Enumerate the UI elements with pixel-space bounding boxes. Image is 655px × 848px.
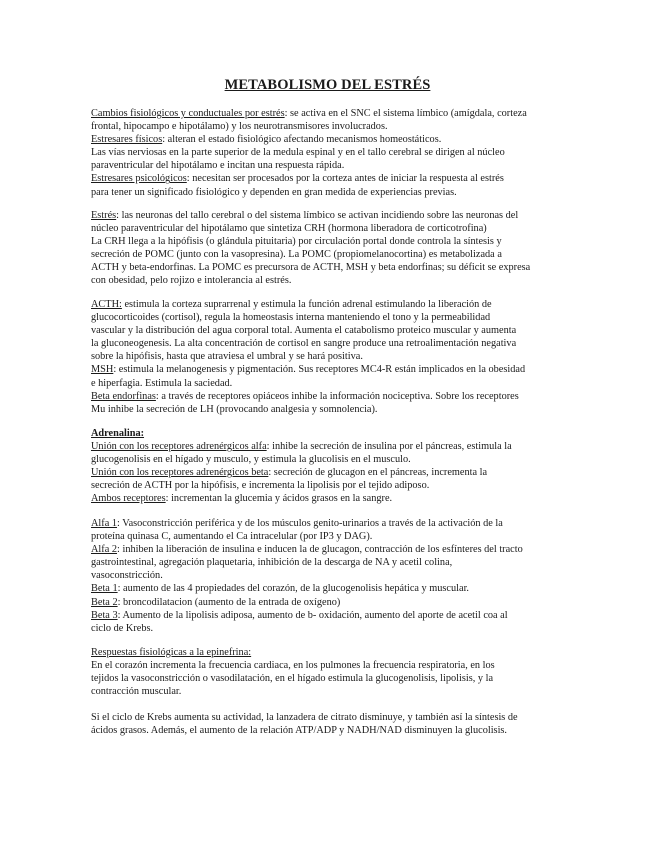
term-label: Alfa 1 [91,518,118,529]
term-text: : inhibe la secreción de insulina por el páncreas, estimula la [266,441,512,453]
paragraph-line: frontal, hipocampo e hipotálamo) y los neurotransmisores involucrados. [91,121,388,133]
paragraph-line: secreción de POMC (junto con la vasopresina). La POMC (propiomelanocortina) es metabolizada a [91,249,502,261]
paragraph-line: ACTH y beta-endorfinas. La POMC es precursora de ACTH, MSH y beta endorfinas; su déficit se expresa [91,262,531,274]
term-label: Ambos receptores [91,493,166,505]
paragraph-line [91,517,571,530]
term-label: Beta 2 [91,596,118,608]
paragraph-line [91,172,571,185]
paragraph-line: tejidos la vasoconstricción o vasodilatación, en el hígado estimula la glucogenolisis, lipolisis, y la [91,673,494,685]
section-respuestas-epinefrina [91,646,571,698]
term-text: : broncodilatacion (aumento de la entrada de oxígeno) [117,596,341,608]
term-text: : necesitan ser procesados por la corteza antes de iniciar la respuesta al estrés [186,173,504,185]
page-title: METABOLISMO DEL ESTRÉS [224,77,431,93]
paragraph-line: vascular y la distribución del agua corporal total. Aumenta el catabolismo proteico muscular y aumenta [91,325,517,337]
section-heading: Respuestas fisiológicas a la epinefrina: [91,647,252,658]
paragraph-line [91,440,571,453]
term-label: Alfa 2 [91,544,118,556]
paragraph-line [91,209,571,222]
paragraph-line [91,107,571,120]
term-label: Cambios fisiológicos y conductuales por estrés [91,108,285,119]
term-text: : Vasoconstricción periférica y de los músculos genito-urinarios a través de la activación de la [117,518,503,529]
paragraph-line [91,492,571,505]
paragraph-line: glucocorticoides (cortisol), regula la homeostasis interna manteniendo el tono y la permeabilidad [91,312,491,324]
term-label: MSH [91,364,114,376]
paragraph-line [91,133,571,146]
paragraph-line: e hiperfagia. Estimula la saciedad. [91,377,233,389]
paragraph-line [91,582,571,595]
paragraph-line: ciclo de Krebs. [91,622,154,634]
section-acth [91,298,571,416]
paragraph-line: glucogenolisis en el hígado y musculo, y estimula la glucolisis en el musculo. [91,454,411,466]
paragraph-line: sobre la hipófisis, hasta que atraviesa el umbral y se hará positiva. [91,351,363,363]
paragraph-line [91,363,571,376]
section-heading: Adrenalina: [91,428,145,439]
term-text: : secreción de glucagon en el páncreas, incrementa la [268,467,488,479]
term-text: : alteran el estado fisiológico afectando mecanismos homeostáticos. [162,134,442,146]
term-text: : incrementan la glucemia y ácidos grasos en la sangre. [165,493,393,505]
paragraph-line [91,466,571,479]
term-label: Beta 1 [91,583,118,595]
term-label: Unión con los receptores adrenérgicos beta [91,467,269,479]
paragraph-line: vasoconstricción. [91,570,163,582]
term-text: : se activa en el SNC el sistema límbico (amígdala, corteza [284,108,527,119]
paragraph-line: Las vías nerviosas en la parte superior de la medula espinal y en el tallo cerebral se dirigen al núcleo [91,147,505,159]
term-label: Beta 3 [91,609,118,621]
paragraph-line: La CRH llega a la hipófisis (o glándula pituitaria) por circulación portal donde controla la síntesis y [91,236,502,248]
section-receptores [91,517,571,635]
term-text: : las neuronas del tallo cerebral o del sistema límbico se activan incidiendo sobre las neuronas del [116,210,519,221]
term-text: : a través de receptores opiáceos inhibe la información nociceptiva. Sobre los receptores [155,390,519,402]
paragraph-line: Mu inhibe la secreción de LH (provocando analgesia y somnolencia). [91,403,378,415]
term-label: Estresares psicológicos [91,173,187,185]
section-ciclo-krebs [91,711,571,737]
term-label: Estresares físicos [91,134,163,146]
paragraph-line [91,390,571,403]
term-text: estimula la corteza suprarrenal y estimula la función adrenal estimulando la liberación de [121,299,492,310]
section-cambios-fisiologicos [91,107,571,199]
term-label: ACTH: [91,299,122,310]
paragraph-line: núcleo paraventricular del hipotálamo que sintetiza CRH (hormona liberadora de corticotrofina) [91,223,487,235]
paragraph-line: proteína quinasa C, aumentando el Ca intracelular (por IP3 y DAG). [91,531,373,543]
term-label: Estrés [91,210,117,221]
paragraph-line [91,596,571,609]
paragraph-line: En el corazón incrementa la frecuencia cardiaca, en los pulmones la frecuencia respiratoria, en los [91,660,495,672]
section-estres [91,209,571,288]
term-label: Beta endorfinas [91,390,156,402]
paragraph-line [91,298,571,311]
term-text: : Aumento de la lipolisis adiposa, aumento de b- oxidación, aumento del aporte de acetil coa al [117,609,508,621]
paragraph-line: gastrointestinal, agregación plaquetaria, inhibición de la descarga de NA y acetil colina, [91,557,453,569]
section-adrenalina [91,427,571,506]
paragraph-line: la gluconeogenesis. La alta concentración de cortisol en sangre produce una retroalimentación negativa [91,338,517,350]
term-text: : aumento de las 4 propiedades del corazón, de la glucogenolisis hepática y muscular. [117,583,470,595]
paragraph-line: con obesidad, pelo rojizo e intolerancia al estrés. [91,275,292,287]
paragraph-line: secreción de ACTH por la hipófisis, e incrementa la lipolisis por el tejido adiposo. [91,480,430,492]
paragraph-line: para tener un significado fisiológico y dependen en gran medida de experiencias previas. [91,186,457,198]
paragraph-line: paraventricular del hipotálamo e incitan una respuesta rápida. [91,160,345,172]
paragraph-line: ácidos grasos. Además, el aumento de la relación ATP/ADP y NADH/NAD disminuyen la glucolisis. [91,725,508,737]
paragraph-line [91,609,571,622]
paragraph-line: Si el ciclo de Krebs aumenta su actividad, la lanzadera de citrato disminuye, y también así la síntesis de [91,712,518,723]
term-text: : inhiben la liberación de insulina e inducen la de glucagon, contracción de los esfínteres del tracto [117,544,523,556]
paragraph-line: contracción muscular. [91,686,182,698]
term-text: : estimula la melanogenesis y pigmentación. Sus receptores MC4-R están implicados en la obesidad [113,364,526,376]
paragraph-line [91,543,571,556]
term-label: Unión con los receptores adrenérgicos alfa [91,441,267,453]
